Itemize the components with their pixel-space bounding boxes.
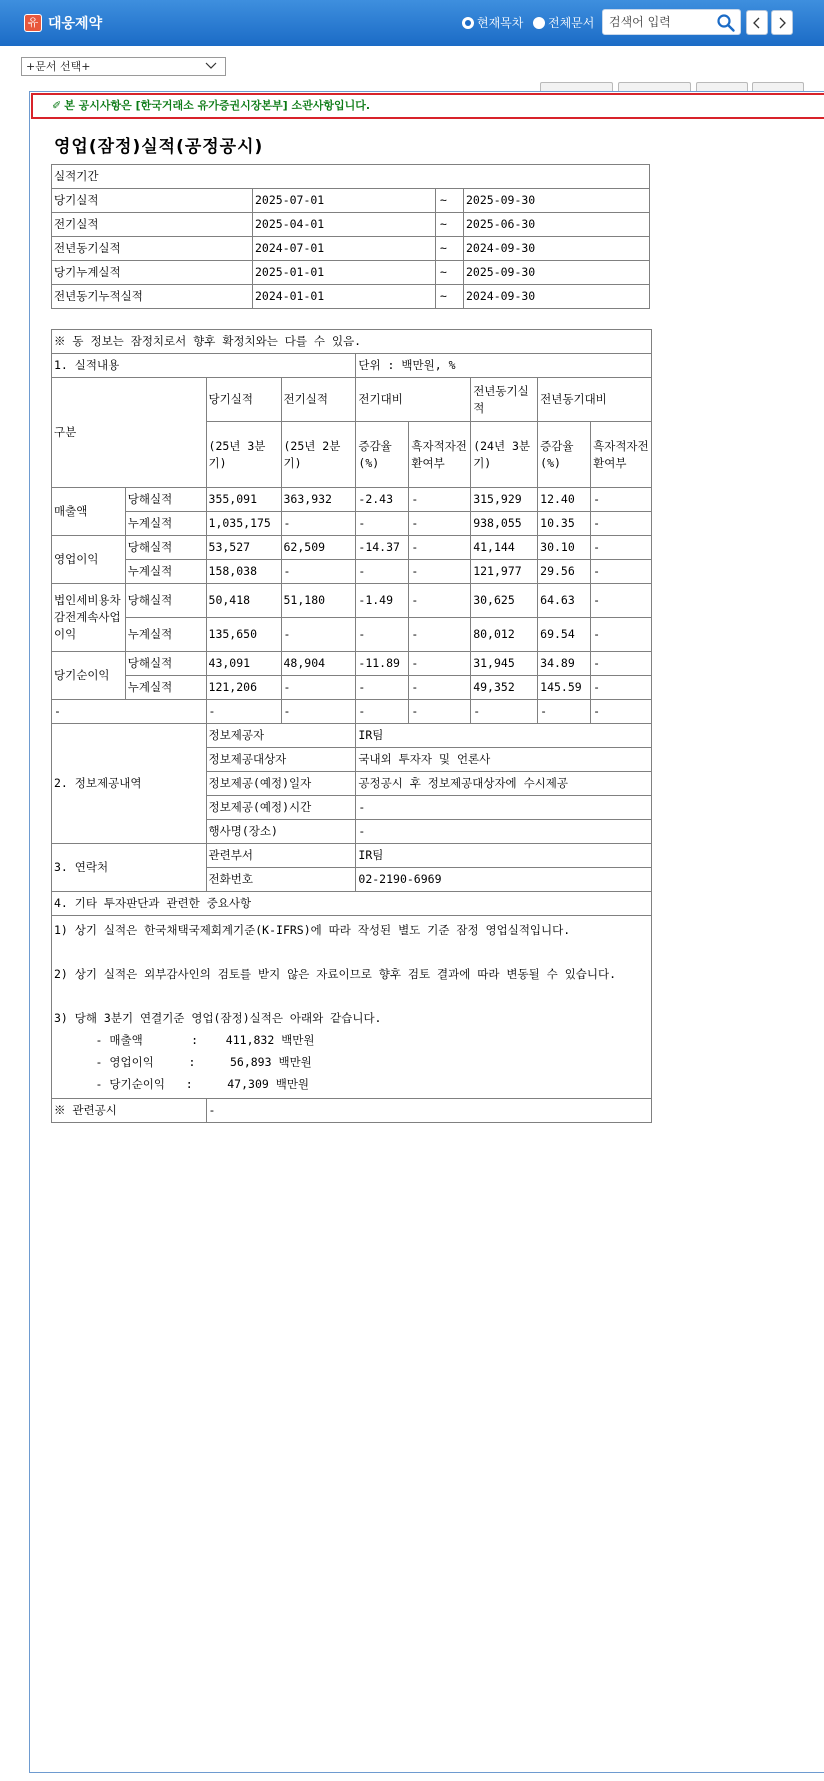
dash-cell: - <box>52 700 207 724</box>
result-type: 누계실적 <box>125 618 206 652</box>
result-type: 당해실적 <box>125 536 206 560</box>
related-label: ※ 관련공시 <box>52 1099 207 1123</box>
section-heading: 4. 기타 투자판단과 관련한 중요사항 <box>52 892 652 916</box>
value-current: 43,091 <box>206 652 281 676</box>
table-row <box>52 844 652 868</box>
column-header-prev: 전기실적 <box>281 378 356 422</box>
value-rate: -11.89 <box>356 652 409 676</box>
value-turn-2: - <box>591 560 652 584</box>
column-header-prev-year: 전년동기실적 <box>471 378 538 422</box>
dash-cell: - <box>281 700 356 724</box>
notice-text: 본 공시사항은 [한국거래소 유가증권시장본부] 소관사항입니다. <box>64 99 371 112</box>
value-prev-year: 315,929 <box>471 488 538 512</box>
item-name: 영업이익 <box>52 536 126 584</box>
table-row <box>52 261 650 285</box>
period-label: 당기실적 <box>52 189 253 213</box>
notes-cell: 1) 상기 실적은 한국채택국제회계기준(K-IFRS)에 따라 작성된 별도 기준 잠정 영업실적입니다. 2) 상기 실적은 외부감사인의 검토를 받지 않은 자료이므로 향후 검토 결과에 따라 변동될 수 있습니다. 3) 당해 3분기 연결기준 영업(잠정)실적은 아래와 같습니다. - 매출액 : 411,832 백만원 - 영업이익 : 56,893 백만원 - 당기순이익 : 47,309 백만원 <box>52 916 652 1099</box>
value-turn: - <box>409 618 471 652</box>
jurisdiction-notice <box>31 93 824 119</box>
period-from: 2024-01-01 <box>253 285 436 309</box>
dash-cell: - <box>206 700 281 724</box>
value-prev: 51,180 <box>281 584 356 618</box>
chevron-right-icon <box>778 17 786 29</box>
related-value: - <box>206 1099 651 1123</box>
table-row <box>52 165 650 189</box>
value-current: 355,091 <box>206 488 281 512</box>
table-row <box>52 700 652 724</box>
table-row <box>52 512 652 536</box>
period-tilde: ~ <box>436 237 464 261</box>
value-turn: - <box>409 488 471 512</box>
column-header-vs-prev-year: 전년동기대비 <box>538 378 652 422</box>
value-turn-2: - <box>591 536 652 560</box>
table-row <box>52 724 652 748</box>
result-type: 누계실적 <box>125 560 206 584</box>
value-rate: - <box>356 618 409 652</box>
disclaimer-cell: ※ 동 정보는 잠정치로서 향후 확정치와는 다를 수 있음. <box>52 330 652 354</box>
value-rate-2: 29.56 <box>538 560 591 584</box>
period-to: 2024-09-30 <box>464 285 650 309</box>
radio-all-documents[interactable] <box>533 14 594 31</box>
company-name: 대웅제약 <box>48 16 103 32</box>
value-turn-2: - <box>591 512 652 536</box>
value-rate: -1.49 <box>356 584 409 618</box>
next-result-button[interactable] <box>771 10 793 35</box>
section-heading: 1. 실적내용 <box>52 354 356 378</box>
period-to: 2024-09-30 <box>464 237 650 261</box>
table-row <box>52 488 652 512</box>
value-turn-2: - <box>591 652 652 676</box>
item-name: 당기순이익 <box>52 652 126 700</box>
value-prev-year: 49,352 <box>471 676 538 700</box>
value-turn: - <box>409 652 471 676</box>
period-from: 2025-04-01 <box>253 213 436 237</box>
period-header: 실적기간 <box>52 165 650 189</box>
value-prev: - <box>281 676 356 700</box>
info-value: - <box>356 796 652 820</box>
table-row <box>52 676 652 700</box>
value-current: 135,650 <box>206 618 281 652</box>
document-title: 영업(잠정)실적(공정공시) <box>54 137 264 157</box>
result-type: 당해실적 <box>125 652 206 676</box>
search-box <box>602 9 741 35</box>
period-from: 2025-01-01 <box>253 261 436 285</box>
dash-cell: - <box>538 700 591 724</box>
value-rate-2: 30.10 <box>538 536 591 560</box>
value-prev-year: 938,055 <box>471 512 538 536</box>
value-prev-year: 31,945 <box>471 652 538 676</box>
chevron-left-icon <box>753 17 761 29</box>
value-turn: - <box>409 676 471 700</box>
table-row <box>52 285 650 309</box>
search-icon[interactable] <box>716 13 736 33</box>
table-row <box>52 237 650 261</box>
value-prev-year: 30,625 <box>471 584 538 618</box>
period-to: 2025-09-30 <box>464 261 650 285</box>
search-input[interactable] <box>609 13 713 31</box>
period-from: 2024-07-01 <box>253 237 436 261</box>
value-current: 50,418 <box>206 584 281 618</box>
radio-current-section[interactable] <box>462 14 523 31</box>
subheader-rate-2: 증감율(%) <box>538 422 591 488</box>
value-rate-2: 34.89 <box>538 652 591 676</box>
table-row <box>52 584 652 618</box>
period-tilde: ~ <box>436 285 464 309</box>
radio-all-label: 전체문서 <box>548 16 595 30</box>
subheader-current-period: (25년 3분기) <box>206 422 281 488</box>
dash-cell: - <box>471 700 538 724</box>
item-name: 법인세비용차감전계속사업이익 <box>52 584 126 652</box>
table-row <box>52 892 652 916</box>
column-header-current: 당기실적 <box>206 378 281 422</box>
value-turn-2: - <box>591 618 652 652</box>
section-heading: 2. 정보제공내역 <box>52 724 207 844</box>
period-tilde: ~ <box>436 189 464 213</box>
radio-checked-icon[interactable] <box>462 17 474 29</box>
value-current: 1,035,175 <box>206 512 281 536</box>
table-row <box>52 378 652 422</box>
subheader-prev-period: (25년 2분기) <box>281 422 356 488</box>
value-rate-2: 145.59 <box>538 676 591 700</box>
info-value: 국내외 투자자 및 언론사 <box>356 748 652 772</box>
period-to: 2025-06-30 <box>464 213 650 237</box>
value-rate-2: 12.40 <box>538 488 591 512</box>
info-label: 정보제공(예정)시간 <box>206 796 356 820</box>
unit-cell: 단위 : 백만원, % <box>356 354 652 378</box>
subheader-prev-year-period: (24년 3분기) <box>471 422 538 488</box>
table-row <box>52 560 652 584</box>
value-prev: - <box>281 618 356 652</box>
subheader-turnaround-2: 흑자적자전환여부 <box>591 422 652 488</box>
info-label: 정보제공대상자 <box>206 748 356 772</box>
table-row <box>52 189 650 213</box>
value-prev-year: 41,144 <box>471 536 538 560</box>
radio-current-label: 현재목차 <box>477 16 524 30</box>
info-label: 행사명(장소) <box>206 820 356 844</box>
result-type: 누계실적 <box>125 512 206 536</box>
document-select[interactable] <box>21 57 226 76</box>
info-label: 정보제공자 <box>206 724 356 748</box>
period-label: 당기누계실적 <box>52 261 253 285</box>
result-type: 당해실적 <box>125 488 206 512</box>
info-value: 공정공시 후 정보제공대상자에 수시제공 <box>356 772 652 796</box>
results-table <box>51 329 652 1123</box>
table-row <box>52 1099 652 1123</box>
top-header-bar <box>0 0 824 46</box>
result-type: 당해실적 <box>125 584 206 618</box>
table-row <box>52 354 652 378</box>
value-prev-year: 80,012 <box>471 618 538 652</box>
period-label: 전년동기실적 <box>52 237 253 261</box>
table-row <box>52 652 652 676</box>
value-turn: - <box>409 512 471 536</box>
contact-label: 전화번호 <box>206 868 356 892</box>
value-turn-2: - <box>591 488 652 512</box>
value-rate: - <box>356 560 409 584</box>
table-row <box>52 916 652 1099</box>
period-tilde: ~ <box>436 213 464 237</box>
contact-value: IR팀 <box>356 844 652 868</box>
value-prev: - <box>281 560 356 584</box>
result-type: 누계실적 <box>125 676 206 700</box>
contact-label: 관련부서 <box>206 844 356 868</box>
value-rate: - <box>356 676 409 700</box>
document-select-value: +문서 선택+ <box>26 60 91 73</box>
table-row <box>52 330 652 354</box>
value-current: 121,206 <box>206 676 281 700</box>
value-rate: - <box>356 512 409 536</box>
value-rate-2: 69.54 <box>538 618 591 652</box>
period-to: 2025-09-30 <box>464 189 650 213</box>
value-prev: 48,904 <box>281 652 356 676</box>
dash-cell: - <box>356 700 409 724</box>
info-value: IR팀 <box>356 724 652 748</box>
value-turn-2: - <box>591 676 652 700</box>
subheader-turnaround: 흑자적자전환여부 <box>409 422 471 488</box>
value-rate: -14.37 <box>356 536 409 560</box>
period-table <box>51 164 650 309</box>
period-from: 2025-07-01 <box>253 189 436 213</box>
value-prev: 62,509 <box>281 536 356 560</box>
value-rate-2: 10.35 <box>538 512 591 536</box>
chevron-down-icon <box>205 61 217 71</box>
company-logo-icon: 유 <box>24 14 42 32</box>
info-label: 정보제공(예정)일자 <box>206 772 356 796</box>
radio-unchecked-icon[interactable] <box>533 17 545 29</box>
value-rate-2: 64.63 <box>538 584 591 618</box>
pencil-icon: ✐ <box>52 99 62 112</box>
value-prev: 363,932 <box>281 488 356 512</box>
value-turn: - <box>409 584 471 618</box>
value-current: 53,527 <box>206 536 281 560</box>
subheader-rate: 증감율(%) <box>356 422 409 488</box>
info-value: - <box>356 820 652 844</box>
table-row <box>52 213 650 237</box>
column-header-vs-prev: 전기대비 <box>356 378 471 422</box>
value-turn: - <box>409 536 471 560</box>
value-turn: - <box>409 560 471 584</box>
period-label: 전년동기누적실적 <box>52 285 253 309</box>
prev-result-button[interactable] <box>746 10 768 35</box>
value-current: 158,038 <box>206 560 281 584</box>
dash-cell: - <box>591 700 652 724</box>
table-row <box>52 618 652 652</box>
value-turn-2: - <box>591 584 652 618</box>
column-header-gubun: 구분 <box>52 378 207 488</box>
period-tilde: ~ <box>436 261 464 285</box>
period-label: 전기실적 <box>52 213 253 237</box>
value-prev: - <box>281 512 356 536</box>
contact-value: 02-2190-6969 <box>356 868 652 892</box>
dash-cell: - <box>409 700 471 724</box>
value-prev-year: 121,977 <box>471 560 538 584</box>
section-heading: 3. 연락처 <box>52 844 207 892</box>
table-row <box>52 536 652 560</box>
value-rate: -2.43 <box>356 488 409 512</box>
item-name: 매출액 <box>52 488 126 536</box>
